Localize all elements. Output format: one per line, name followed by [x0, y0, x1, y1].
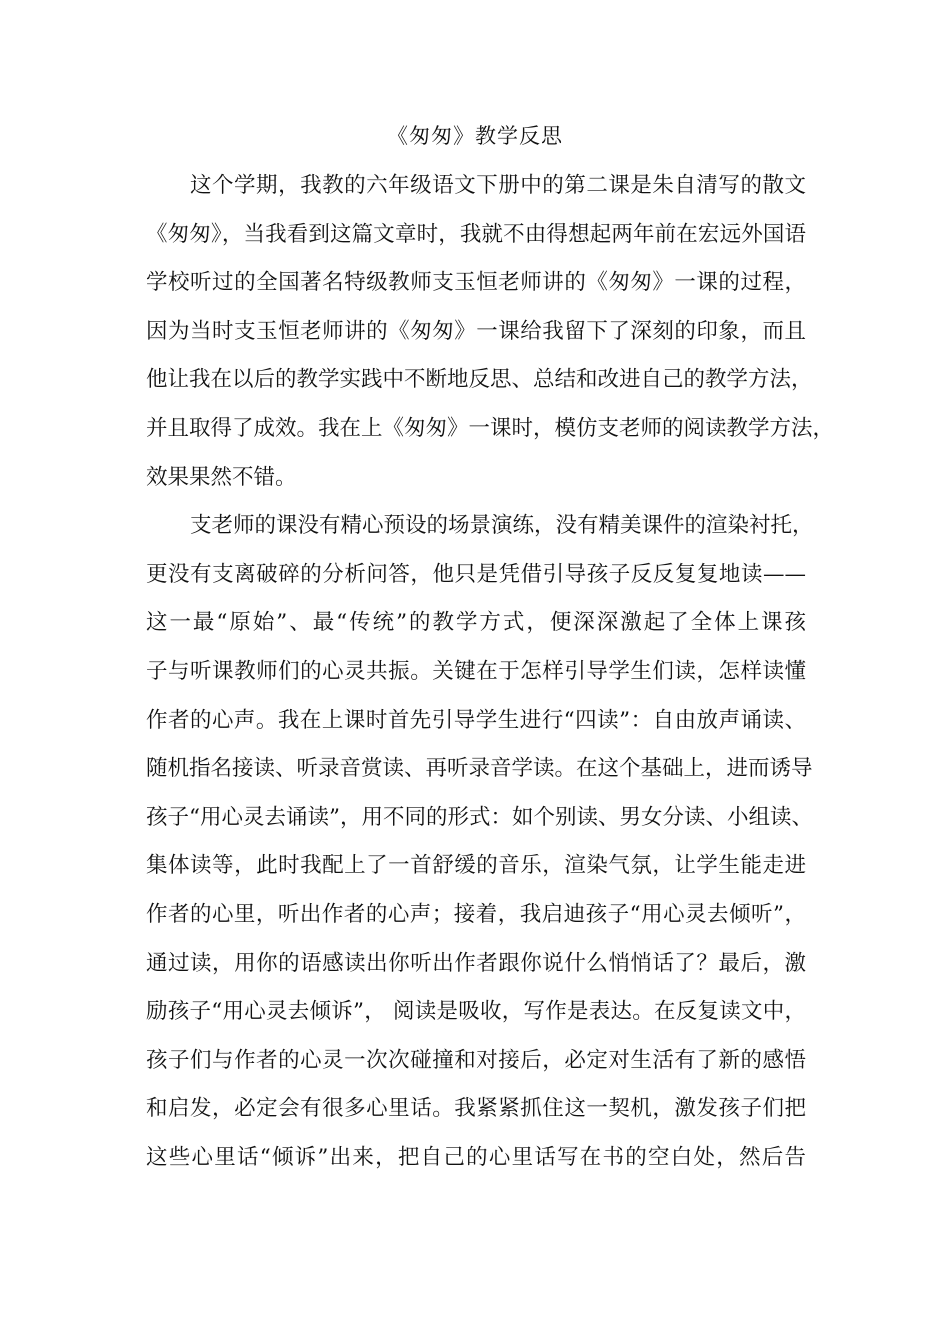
paragraph-1-line-3: 学校听过的全国著名特级教师支玉恒老师讲的《匆匆》一课的过程，	[146, 270, 806, 296]
document-title: 《匆匆》教学反思	[387, 124, 563, 148]
paragraph-2-line-11: 励孩子“用心灵去倾诉”， 阅读是吸收，写作是表达。在反复读文中，	[146, 999, 806, 1025]
paragraph-2-line-14: 这些心里话“倾诉”出来，把自己的心里话写在书的空白处，然后告	[146, 1144, 806, 1170]
paragraph-2-line-7: 孩子“用心灵去诵读”，用不同的形式：如个别读、男女分读、小组读、	[146, 804, 813, 830]
paragraph-1-line-4: 因为当时支玉恒老师讲的《匆匆》一课给我留下了深刻的印象，而且	[146, 318, 806, 344]
paragraph-2-line-12: 孩子们与作者的心灵一次次碰撞和对接后，必定对生活有了新的感悟	[146, 1047, 806, 1073]
paragraph-1-line-7: 效果果然不错。	[146, 464, 297, 490]
paragraph-2-line-6: 随机指名接读、听录音赏读、再听录音学读。在这个基础上，进而诱导	[146, 756, 813, 782]
paragraph-2-line-1: 支老师的课没有精心预设的场景演练，没有精美课件的渲染衬托，	[190, 513, 814, 539]
paragraph-2-line-2: 更没有支离破碎的分析问答，他只是凭借引导孩子反反复复地读——	[146, 561, 806, 587]
paragraph-2-line-9: 作者的心里，听出作者的心声；接着，我启迪孩子“用心灵去倾听”，	[146, 901, 806, 927]
paragraph-2-line-10: 通过读，用你的语感读出你听出作者跟你说什么悄悄话了？最后，激	[146, 950, 806, 976]
paragraph-1-line-6: 并且取得了成效。我在上《匆匆》一课时，模仿支老师的阅读教学方法，	[146, 415, 835, 441]
paragraph-1-line-5: 他让我在以后的教学实践中不断地反思、总结和改进自己的教学方法，	[146, 367, 813, 393]
paragraph-2-line-5: 作者的心声。我在上课时首先引导学生进行“四读”：自由放声诵读、	[146, 707, 806, 733]
paragraph-1-line-2: 《匆匆》，当我看到这篇文章时，我就不由得想起两年前在宏远外国语	[146, 221, 806, 247]
paragraph-2-line-8: 集体读等，此时我配上了一首舒缓的音乐，渲染气氛，让学生能走进	[146, 853, 806, 879]
paragraph-1-line-1: 这个学期，我教的六年级语文下册中的第二课是朱自清写的散文	[190, 173, 806, 198]
paragraph-2-line-4: 子与听课教师们的心灵共振。关键在于怎样引导学生们读，怎样读懂	[146, 658, 806, 684]
paragraph-2-line-13: 和启发，必定会有很多心里话。我紧紧抓住这一契机，激发孩子们把	[146, 1096, 806, 1122]
paragraph-2-line-3: 这一最“原始”、最“传统”的教学方式，便深深激起了全体上课孩	[146, 610, 806, 636]
document-body	[146, 166, 835, 1186]
